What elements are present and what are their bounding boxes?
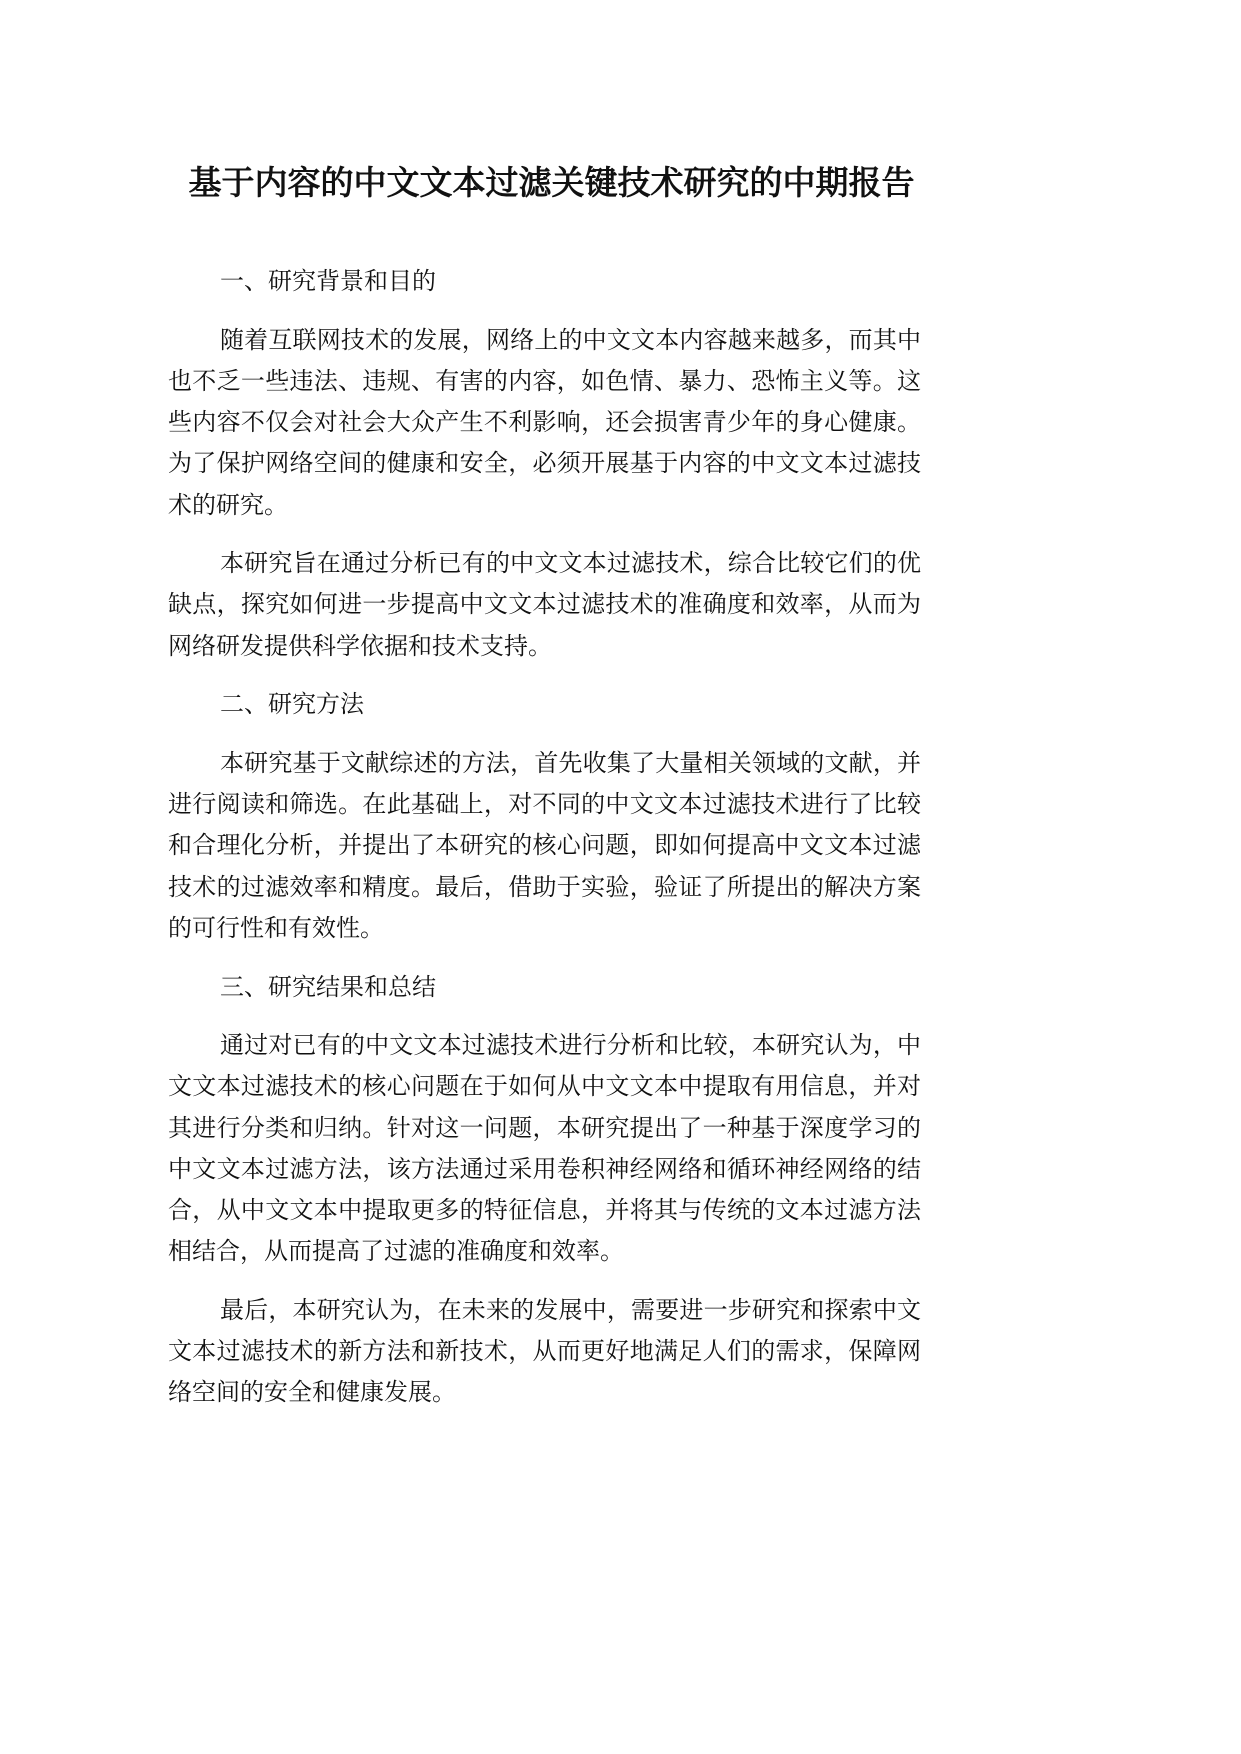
paragraph-background [168,320,921,526]
paragraph-line: 中文文本过滤方法，该方法通过采用卷积神经网络和循环神经网络的结 [168,1154,921,1183]
paragraph-line: 的可行性和有效性。 [168,913,384,942]
paragraph-line: 缺点，探究如何进一步提高中文文本过滤技术的准确度和效率，从而为 [168,590,921,619]
paragraph-line: 相结合，从而提高了过滤的准确度和效率。 [168,1237,624,1266]
paragraph-line: 本研究旨在通过分析已有的中文文本过滤技术，综合比较它们的优 [220,549,921,578]
paragraph-line: 络空间的安全和健康发展。 [168,1378,456,1407]
section-heading-results: 三、研究结果和总结 [220,972,436,1001]
paragraph-line: 合，从中文文本中提取更多的特征信息，并将其与传统的文本过滤方法 [168,1196,921,1225]
section-heading-method: 二、研究方法 [220,690,364,719]
paragraph-line: 进行阅读和筛选。在此基础上，对不同的中文文本过滤技术进行了比较 [168,790,921,819]
document-title: 基于内容的中文文本过滤关键技术研究的中期报告 [188,163,915,202]
paragraph-line: 为了保护网络空间的健康和安全，必须开展基于内容的中文文本过滤技 [168,449,921,478]
paragraph-line: 些内容不仅会对社会大众产生不利影响，还会损害青少年的身心健康。 [168,408,921,437]
paragraph-line: 网络研发提供科学依据和技术支持。 [168,631,552,660]
paragraph-line: 通过对已有的中文文本过滤技术进行分析和比较，本研究认为，中 [220,1031,921,1060]
paragraph-line: 最后，本研究认为，在未来的发展中，需要进一步研究和探索中文 [220,1295,921,1324]
paragraph-line: 文文本过滤技术的核心问题在于如何从中文文本中提取有用信息，并对 [168,1072,921,1101]
paragraph-line: 技术的过滤效率和精度。最后，借助于实验，验证了所提出的解决方案 [168,872,921,901]
paragraph-conclusion [168,1290,921,1414]
paragraph-line: 本研究基于文献综述的方法，首先收集了大量相关领域的文献，并 [220,749,921,778]
paragraph-purpose [168,543,921,667]
paragraph-line: 和合理化分析，并提出了本研究的核心问题，即如何提高中文文本过滤 [168,831,921,860]
paragraph-line: 术的研究。 [168,490,288,519]
paragraph-line: 文本过滤技术的新方法和新技术，从而更好地满足人们的需求，保障网 [168,1337,921,1366]
paragraph-results [168,1025,921,1272]
document-body [168,261,921,1414]
paragraph-line: 其进行分类和归纳。针对这一问题，本研究提出了一种基于深度学习的 [168,1113,921,1142]
paragraph-line: 也不乏一些违法、违规、有害的内容，如色情、暴力、恐怖主义等。这 [168,366,921,395]
paragraph-method [168,743,921,949]
paragraph-line: 随着互联网技术的发展，网络上的中文文本内容越来越多，而其中 [220,325,921,354]
section-heading-background: 一、研究背景和目的 [220,267,436,295]
